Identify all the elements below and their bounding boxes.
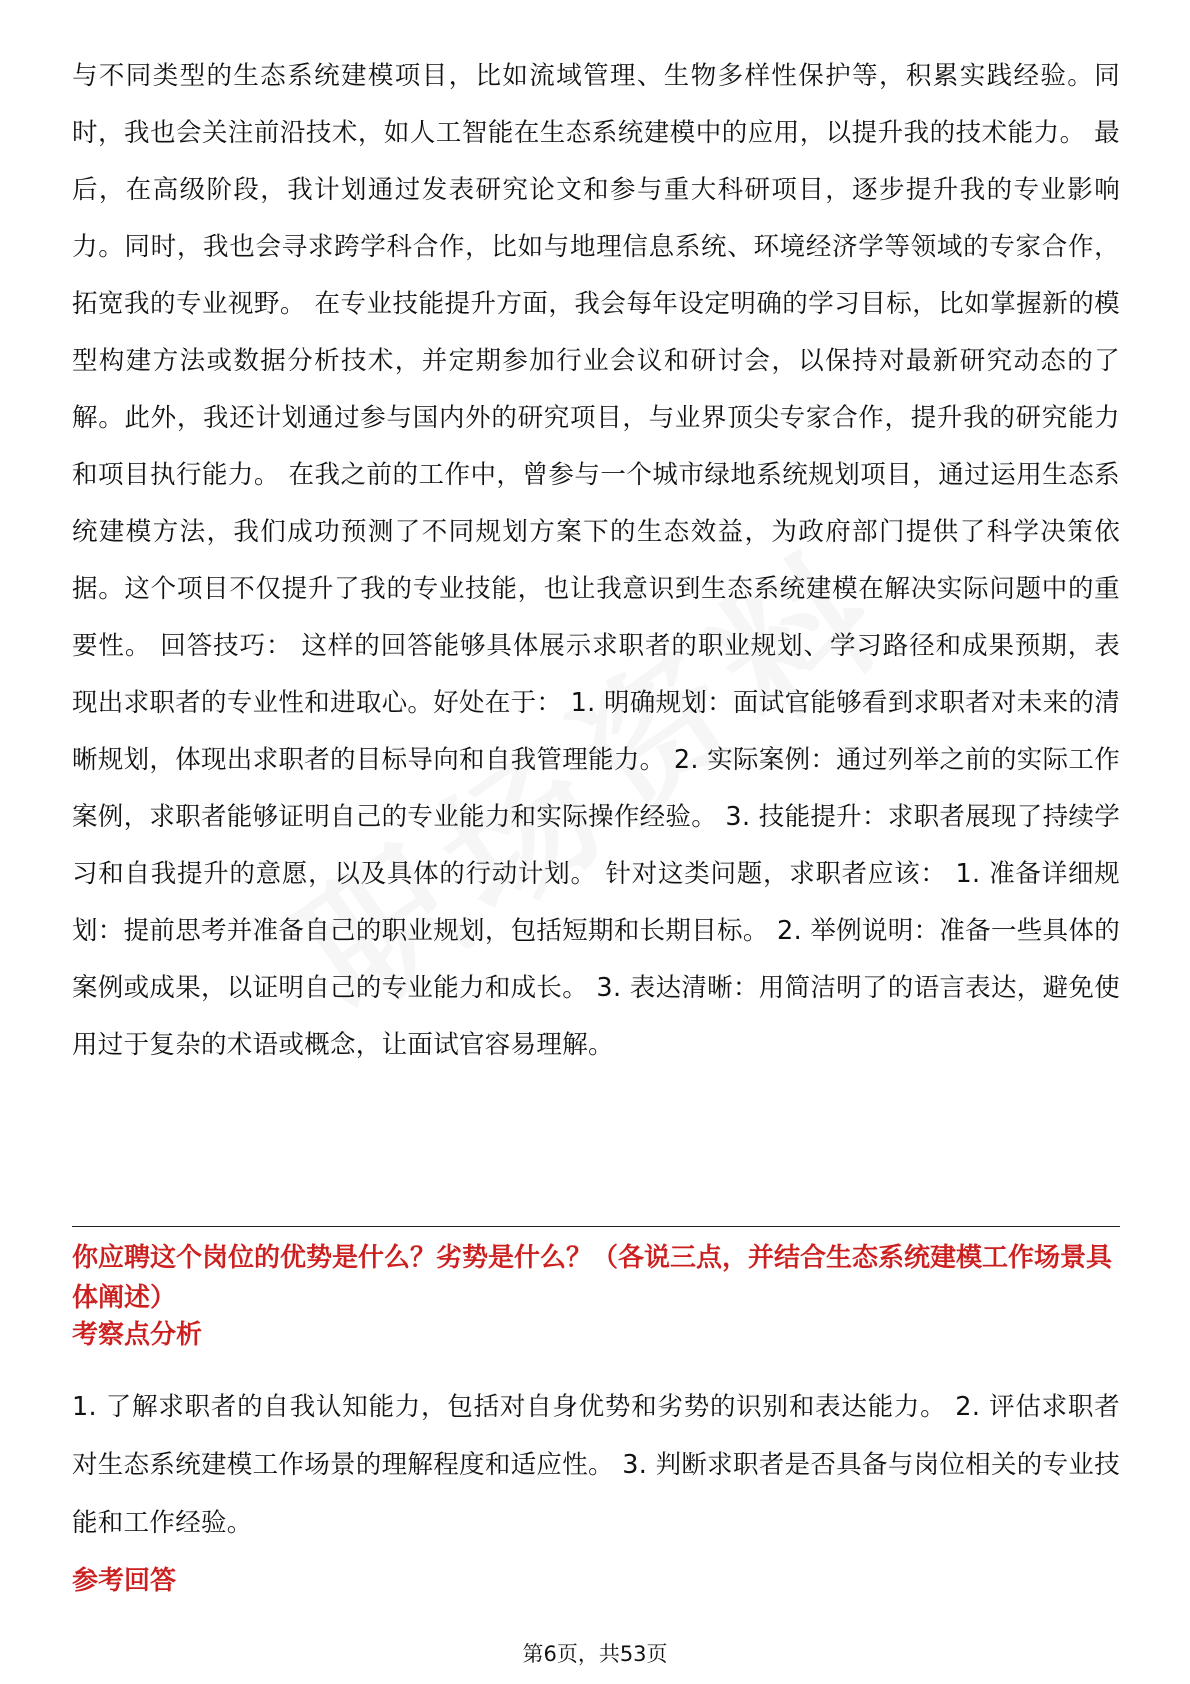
analysis-heading: 考察点分析 <box>72 1320 203 1350</box>
main-content <box>72 48 1120 1074</box>
interview-question: 你应聘这个岗位的优势是什么？劣势是什么？（各说三点，并结合生态系统建模工作场景具体阐述） <box>72 1243 1113 1313</box>
body-paragraph: 与不同类型的生态系统建模项目，比如流域管理、生物多样性保护等，积累实践经验。同时，我也会关注前沿技术，如人工智能在生态系统建模中的应用，以提升我的技术能力。 最后，在高级阶段，我计划通过发表研究论文和参与重大科研项目，逐步提升我的专业影响力。同时，我也会寻求跨学科合作，比如与地理信息系统、环境经济学等领域的专家合作，拓宽我的专业视野。 在专业技能提升方面，我会每年设定明确的学习目标，比如掌握新的模型构建方法或数据分析技术，并定期参加行业会议和研讨会，以保持对最新研究动态的了解。此外，我还计划通过参与国内外的研究项目，与业界顶尖专家合作，提升我的研究能力和项目执行能力。 在我之前的工作中，曾参与一个城市绿地系统规划项目，通过运用生态系统建模方法，我们成功预测了不同规划方案下的生态效益，为政府部门提供了科学决策依据。这个项目不仅提升了我的专业技能，也让我意识到生态系统建模在解决实际问题中的重要性。 回答技巧： 这样的回答能够具体展示求职者的职业规划、学习路径和成果预期，表现出求职者的专业性和进取心。好处在于： 1. 明确规划：面试官能够看到求职者对未来的清晰规划，体现出求职者的目标导向和自我管理能力。 2. 实际案例：通过列举之前的实际工作案例，求职者能够证明自己的专业能力和实际操作经验。 3. 技能提升：求职者展现了持续学习和自我提升的意愿，以及具体的行动计划。 针对这类问题，求职者应该： 1. 准备详细规划：提前思考并准备自己的职业规划，包括短期和长期目标。 2. 举例说明：准备一些具体的案例或成果，以证明自己的专业能力和成长。 3. 表达清晰：用简洁明了的语言表达，避免使用过于复杂的术语或概念，让面试官容易理解。 <box>72 61 1120 1060</box>
analysis-paragraph: 1. 了解求职者的自我认知能力，包括对自身优势和劣势的识别和表达能力。 2. 评估求职者对生态系统建模工作场景的理解程度和适应性。 3. 判断求职者是否具备与岗位相关的专业技能和工作经验。 <box>72 1392 1120 1538</box>
section-divider <box>72 1226 1120 1227</box>
page-number-footer: 第6页，共53页 <box>522 1642 668 1666</box>
reference-answer-heading: 参考回答 <box>72 1566 177 1596</box>
